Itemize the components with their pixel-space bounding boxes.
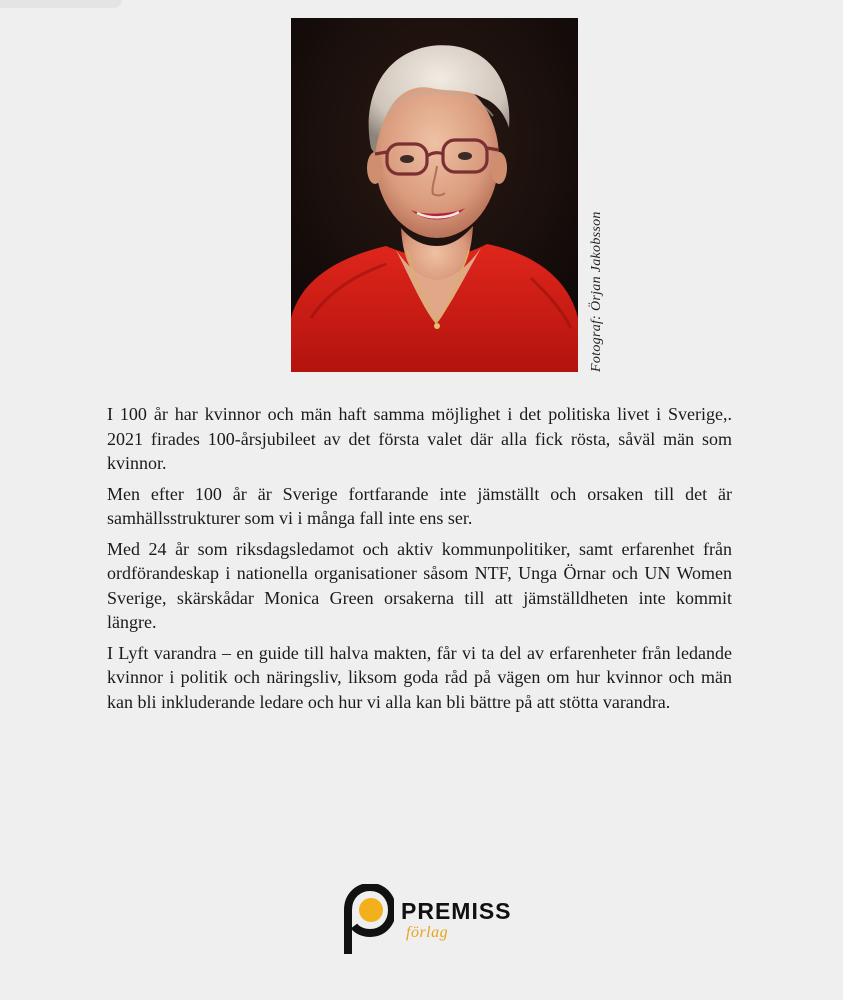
premiss-logo-icon (342, 884, 394, 954)
photo-credit: Fotograf: Örjan Jakobsson (589, 211, 604, 372)
logo-wordmark: PREMISS (401, 898, 512, 924)
paragraph-4: I Lyft varandra – en guide till halva makten, får vi ta del av erfarenheter från ledande kvinnor i politik och näringsliv, liksom goda råd på vägen om hur kvinnor och män kan bli inkluderande ledare och hur vi alla kan bli bättre på att stötta varandra. (107, 642, 732, 712)
publisher-logo (342, 884, 542, 954)
corner-tab (0, 0, 122, 8)
portrait-image (291, 18, 578, 372)
paragraph-1: I 100 år har kvinnor och män haft samma möjlighet i det politiska livet i Sverige,. 2021 firades 100-årsjubileet av det första valet där alla fick rösta, såväl män som kvinnor. (107, 404, 732, 473)
paragraph-2: Men efter 100 år är Sverige fortfarande inte jämställt och orsaken till det är samhällsstrukturer som vi i många fall inte ens ser. (107, 483, 732, 528)
author-photo (291, 18, 578, 372)
paragraph-3: Med 24 år som riksdagsledamot och aktiv kommunpolitiker, samt erfarenhet från ordförandeskap i nationella organisationer såsom NTF, Unga Örnar och UN Women Sverige, skärskådar Monica Green orsakerna till att jämställdheten inte kommit längre. (107, 538, 732, 632)
back-cover-text (107, 402, 732, 720)
logo-subtitle: förlag (406, 924, 449, 941)
